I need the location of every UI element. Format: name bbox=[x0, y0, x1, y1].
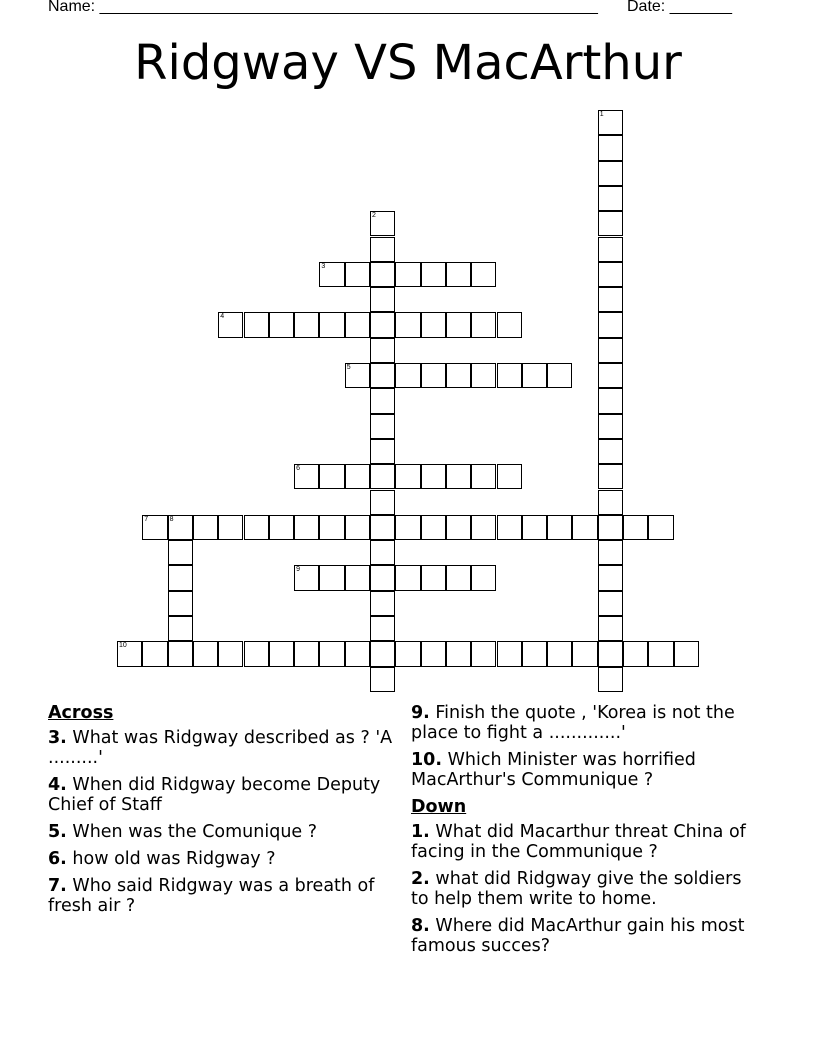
crossword-cell[interactable] bbox=[395, 641, 420, 666]
cell-number: 6 bbox=[296, 465, 300, 473]
clue-item bbox=[48, 849, 393, 869]
clue-item bbox=[411, 822, 761, 862]
cell-number: 10 bbox=[119, 642, 127, 650]
cell-number: 2 bbox=[372, 212, 376, 220]
crossword-cell[interactable] bbox=[370, 490, 395, 515]
crossword-cell[interactable] bbox=[446, 565, 471, 590]
crossword-cell[interactable] bbox=[421, 262, 446, 287]
crossword-cell[interactable] bbox=[370, 464, 395, 489]
crossword-cell[interactable] bbox=[370, 211, 395, 236]
crossword-cell[interactable] bbox=[142, 641, 167, 666]
page-title: Ridgway VS MacArthur bbox=[134, 35, 682, 91]
crossword-cell[interactable] bbox=[218, 515, 243, 540]
crossword-cell[interactable] bbox=[598, 287, 623, 312]
crossword-cell[interactable] bbox=[370, 591, 395, 616]
crossword-cell[interactable] bbox=[370, 641, 395, 666]
clue-number: 1. bbox=[411, 822, 430, 842]
clue-number: 4. bbox=[48, 775, 67, 795]
clue-text: how old was Ridgway ? bbox=[66, 849, 276, 869]
cell-number: 8 bbox=[169, 515, 174, 523]
crossword-cell[interactable] bbox=[598, 110, 623, 135]
crossword-cell[interactable] bbox=[345, 464, 370, 489]
clue-text: When was the Comunique ? bbox=[66, 822, 318, 842]
crossword-cell[interactable] bbox=[598, 135, 623, 160]
clue-text: What did Macarthur threat China of facing in the Communique ? bbox=[411, 822, 746, 862]
crossword-cell[interactable] bbox=[446, 515, 471, 540]
crossword-cell[interactable] bbox=[598, 565, 623, 590]
crossword-cell[interactable] bbox=[522, 641, 547, 666]
crossword-cell[interactable] bbox=[395, 262, 420, 287]
crossword-cell[interactable] bbox=[370, 363, 395, 388]
crossword-cell[interactable] bbox=[446, 641, 471, 666]
crossword-cell[interactable] bbox=[370, 515, 395, 540]
crossword-cell[interactable] bbox=[244, 312, 269, 337]
crossword-cell[interactable] bbox=[269, 641, 294, 666]
crossword-cell[interactable] bbox=[370, 414, 395, 439]
clues-right-column bbox=[411, 703, 761, 963]
crossword-cell[interactable] bbox=[370, 565, 395, 590]
clue-number: 2. bbox=[411, 869, 430, 889]
clue-item bbox=[411, 869, 761, 909]
crossword-cell[interactable] bbox=[294, 641, 319, 666]
crossword-cell[interactable] bbox=[345, 565, 370, 590]
clue-item bbox=[411, 750, 761, 790]
crossword-cell[interactable] bbox=[319, 565, 344, 590]
clue-text: What was Ridgway described as ? 'A .........' bbox=[48, 728, 393, 768]
crossword-cell[interactable] bbox=[294, 464, 319, 489]
crossword-cell[interactable] bbox=[648, 641, 673, 666]
crossword-cell[interactable] bbox=[244, 515, 269, 540]
crossword-cell[interactable] bbox=[345, 515, 370, 540]
crossword-cell[interactable] bbox=[168, 641, 193, 666]
across-heading: Across bbox=[48, 703, 114, 723]
crossword-cell[interactable] bbox=[168, 540, 193, 565]
crossword-cell[interactable] bbox=[497, 312, 522, 337]
cell-number: 4 bbox=[220, 313, 225, 321]
crossword-cell[interactable] bbox=[218, 641, 243, 666]
cell-number: 7 bbox=[144, 515, 149, 523]
cell-number: 3 bbox=[321, 262, 326, 270]
crossword-cell[interactable] bbox=[421, 464, 446, 489]
cell-number: 9 bbox=[296, 566, 300, 574]
crossword-cell[interactable] bbox=[547, 641, 572, 666]
crossword-cell[interactable] bbox=[446, 312, 471, 337]
crossword-cell[interactable] bbox=[370, 667, 395, 692]
crossword-cell[interactable] bbox=[598, 161, 623, 186]
crossword-cell[interactable] bbox=[117, 641, 142, 666]
crossword-cell[interactable] bbox=[522, 515, 547, 540]
crossword-cell[interactable] bbox=[345, 363, 370, 388]
crossword-cell[interactable] bbox=[421, 515, 446, 540]
crossword-cell[interactable] bbox=[598, 490, 623, 515]
crossword-cell[interactable] bbox=[547, 515, 572, 540]
crossword-cell[interactable] bbox=[168, 616, 193, 641]
crossword-cell[interactable] bbox=[572, 515, 597, 540]
crossword-cell[interactable] bbox=[598, 237, 623, 262]
down-clue-list bbox=[411, 822, 761, 956]
crossword-cell[interactable] bbox=[319, 262, 344, 287]
crossword-cell[interactable] bbox=[218, 312, 243, 337]
crossword-cell[interactable] bbox=[497, 464, 522, 489]
crossword-cell[interactable] bbox=[572, 641, 597, 666]
crossword-cell[interactable] bbox=[471, 565, 496, 590]
crossword-cell[interactable] bbox=[370, 338, 395, 363]
crossword-cell[interactable] bbox=[598, 641, 623, 666]
crossword-cell[interactable] bbox=[598, 540, 623, 565]
crossword-cell[interactable] bbox=[294, 565, 319, 590]
crossword-cell[interactable] bbox=[598, 363, 623, 388]
crossword-cell[interactable] bbox=[319, 641, 344, 666]
clue-text: Who said Ridgway was a breath of fresh air ? bbox=[48, 876, 375, 916]
crossword-cell[interactable] bbox=[345, 262, 370, 287]
crossword-cell[interactable] bbox=[446, 262, 471, 287]
crossword-cell[interactable] bbox=[370, 262, 395, 287]
crossword-cell[interactable] bbox=[370, 616, 395, 641]
crossword-cell[interactable] bbox=[471, 363, 496, 388]
clue-number: 3. bbox=[48, 728, 67, 748]
clue-number: 7. bbox=[48, 876, 67, 896]
crossword-cell[interactable] bbox=[421, 363, 446, 388]
crossword-cell[interactable] bbox=[598, 515, 623, 540]
clue-item bbox=[411, 703, 761, 743]
crossword-cell[interactable] bbox=[598, 211, 623, 236]
crossword-cell[interactable] bbox=[294, 515, 319, 540]
crossword-cell[interactable] bbox=[193, 641, 218, 666]
date-field[interactable]: Date: _______ bbox=[627, 0, 732, 15]
crossword-cell[interactable] bbox=[345, 641, 370, 666]
crossword-cell[interactable] bbox=[244, 641, 269, 666]
clue-number: 10. bbox=[411, 750, 443, 770]
crossword-cell[interactable] bbox=[471, 515, 496, 540]
crossword-cell[interactable] bbox=[446, 464, 471, 489]
crossword-cell[interactable] bbox=[598, 667, 623, 692]
crossword-cell[interactable] bbox=[598, 414, 623, 439]
crossword-cell[interactable] bbox=[497, 515, 522, 540]
crossword-cell[interactable] bbox=[471, 262, 496, 287]
crossword-cell[interactable] bbox=[395, 515, 420, 540]
crossword-cell[interactable] bbox=[547, 363, 572, 388]
crossword-cell[interactable] bbox=[345, 312, 370, 337]
crossword-cell[interactable] bbox=[648, 515, 673, 540]
name-field[interactable]: Name: ________________________________________________________ bbox=[48, 0, 598, 15]
crossword-cell[interactable] bbox=[598, 312, 623, 337]
crossword-cell[interactable] bbox=[598, 439, 623, 464]
clue-item bbox=[48, 728, 393, 768]
crossword-cell[interactable] bbox=[395, 565, 420, 590]
crossword-cell[interactable] bbox=[522, 363, 547, 388]
crossword-cell[interactable] bbox=[168, 565, 193, 590]
crossword-cell[interactable] bbox=[471, 464, 496, 489]
crossword-cell[interactable] bbox=[598, 338, 623, 363]
clue-number: 8. bbox=[411, 916, 430, 936]
crossword-cell[interactable] bbox=[395, 312, 420, 337]
crossword-cell[interactable] bbox=[294, 312, 319, 337]
clue-number: 9. bbox=[411, 703, 430, 723]
clue-item bbox=[48, 876, 393, 916]
cell-number: 1 bbox=[599, 111, 604, 118]
across-clue-list-continued bbox=[411, 703, 761, 790]
across-clue-list bbox=[48, 728, 393, 916]
crossword-cell[interactable] bbox=[193, 515, 218, 540]
crossword-cell[interactable] bbox=[168, 591, 193, 616]
crossword-cell[interactable] bbox=[471, 312, 496, 337]
crossword-cell[interactable] bbox=[421, 565, 446, 590]
crossword-cell[interactable] bbox=[269, 515, 294, 540]
crossword-cell[interactable] bbox=[142, 515, 167, 540]
crossword-cell[interactable] bbox=[168, 515, 193, 540]
clues-left-column bbox=[48, 703, 393, 923]
clue-text: Where did MacArthur gain his most famous succes? bbox=[411, 916, 745, 956]
crossword-cell[interactable] bbox=[370, 540, 395, 565]
crossword-cell[interactable] bbox=[674, 641, 699, 666]
crossword-cell[interactable] bbox=[269, 312, 294, 337]
clue-number: 5. bbox=[48, 822, 67, 842]
crossword-cell[interactable] bbox=[623, 641, 648, 666]
cell-number: 5 bbox=[346, 364, 351, 371]
crossword-cell[interactable] bbox=[395, 363, 420, 388]
crossword-cell[interactable] bbox=[421, 312, 446, 337]
down-heading: Down bbox=[411, 797, 467, 817]
crossword-cell[interactable] bbox=[471, 641, 496, 666]
clue-text: what did Ridgway give the soldiers to help them write to home. bbox=[411, 869, 742, 909]
crossword-cell[interactable] bbox=[319, 312, 344, 337]
crossword-cell[interactable] bbox=[395, 464, 420, 489]
crossword-cell[interactable] bbox=[370, 287, 395, 312]
crossword-cell[interactable] bbox=[598, 616, 623, 641]
clue-text: Which Minister was horrified MacArthur's Communique ? bbox=[411, 750, 696, 790]
crossword-cell[interactable] bbox=[623, 515, 648, 540]
crossword-cell[interactable] bbox=[370, 439, 395, 464]
crossword-cell[interactable] bbox=[319, 515, 344, 540]
crossword-cell[interactable] bbox=[497, 641, 522, 666]
clue-item bbox=[48, 775, 393, 815]
crossword-cell[interactable] bbox=[598, 591, 623, 616]
crossword-cell[interactable] bbox=[370, 237, 395, 262]
crossword-cell[interactable] bbox=[446, 363, 471, 388]
crossword-cell[interactable] bbox=[497, 363, 522, 388]
clue-text: Finish the quote , 'Korea is not the place to fight a .............' bbox=[411, 703, 735, 743]
crossword-cell[interactable] bbox=[370, 388, 395, 413]
clue-item bbox=[411, 916, 761, 956]
crossword-cell[interactable] bbox=[598, 388, 623, 413]
clue-text: When did Ridgway become Deputy Chief of Staff bbox=[48, 775, 381, 815]
crossword-cell[interactable] bbox=[421, 641, 446, 666]
crossword-cell[interactable] bbox=[598, 186, 623, 211]
crossword-cell[interactable] bbox=[598, 262, 623, 287]
crossword-cell[interactable] bbox=[319, 464, 344, 489]
crossword-cell[interactable] bbox=[598, 464, 623, 489]
clue-number: 6. bbox=[48, 849, 67, 869]
crossword-cell[interactable] bbox=[370, 312, 395, 337]
clue-item bbox=[48, 822, 393, 842]
